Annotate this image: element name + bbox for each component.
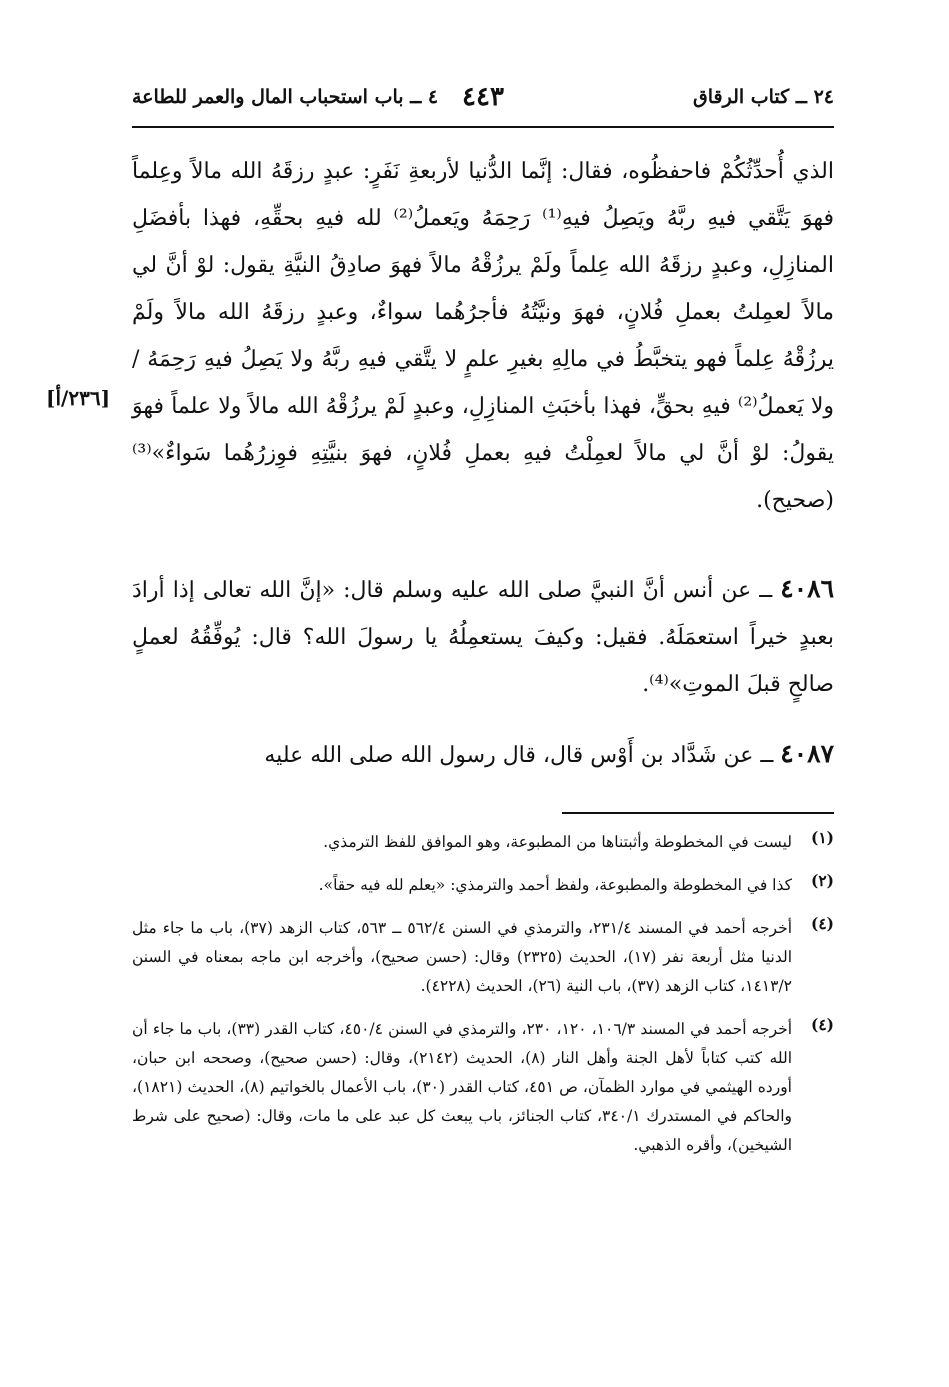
footnote-label: (٢) [810, 871, 834, 890]
footnote-text: ليست في المخطوطة وأثبتناها من المطبوعة، وهو الموافق للفظ الترمذي. [323, 833, 792, 851]
footnote-text: كذا في المخطوطة والمطبوعة، ولفظ أحمد والترمذي: «يعلم لله فيه حقاً». [318, 876, 792, 894]
running-header [132, 82, 834, 122]
hadith-text: ــ عن شَدَّاد بن أَوْس قال، قال رسول الله صلى الله عليه [264, 743, 774, 768]
hadith-number: ٤٠٨٧ [780, 739, 834, 768]
hadith-paragraph [132, 565, 834, 708]
footnote-label: (٤) [810, 914, 834, 933]
page-number: ٤٤٣ [462, 82, 504, 112]
section-title: ٤ ــ باب استحباب المال والعمر للطاعة [132, 86, 439, 108]
footnote-text: أخرجه أحمد في المسند ١٠٦/٣، ١٢٠، ٢٣٠، والترمذي في السنن ٤٥٠/٤، كتاب القدر (٣٣)، باب ما جاء أن الله كتب كتاباً لأهل الجنة وأهل النار (٨)، الحديث (٢١٤٢)، وقال: (حسن صحيح)، وصححه ابن حبان، أورده الهيثمي في موارد الظمآن، ص ٤٥١، كتاب القدر (٣٠)، باب الأعمال بالخواتيم (٨)، الحديث (١٨٢١)، والحاكم في المستدرك ٣٤٠/١، كتاب الجنائز، باب يبعث كل عبد على ما مات، وقال: (صحيح على شرط الشيخين)، وأقره الذهبي. [132, 1020, 793, 1154]
chapter-title: ٢٤ ــ كتاب الرقاق [692, 86, 834, 108]
hadith-text: ــ عن أنس أنَّ النبيَّ صلى الله عليه وسلم قال: «إنَّ الله تعالى إذا أرادَ بعبدٍ خيراً استعمَلَهُ. فقيل: وكيفَ يستعمِلُهُ يا رسولَ الله؟ قال: يُوفِّقُهُ لعملٍ صالحٍ قبلَ الموتِ»⁽⁴⁾. [132, 578, 834, 697]
footnote-label: (١) [810, 828, 834, 847]
footnotes [132, 828, 834, 1174]
footnote-separator [562, 812, 834, 814]
footnote [132, 1015, 834, 1160]
footnote [132, 828, 834, 857]
footnote [132, 914, 834, 1001]
hadith-number: ٤٠٨٦ [780, 574, 834, 603]
hadith-text: الذي أُحدِّثُكُمْ فاحفظُوه، فقال: إنَّما الدُّنيا لأربعةِ نَفَرٍ: عبدٍ رزقَهُ الله مالاً وعِلماً فهوَ يَتَّقي فيهِ ربَّهُ ويَصِلُ فيهِ⁽¹⁾ رَحِمَهُ ويَعملُ⁽²⁾ لله فيهِ بحقِّهِ، فهذا بأفضَلِ المنازِلِ، وعبدٍ رزقَهُ الله عِلماً ولَمْ يرزُقْهُ مالاً فهوَ صادِقُ النيَّةِ يقول: لوْ أنَّ لي مالاً لعمِلتُ بعملِ فُلانٍ، فهوَ ونيَّتُهُ فأجرُهُما سواءٌ، وعبدٍ رزقَهُ الله مالاً ولَمْ يرزُقْهُ عِلماً فهو يتخبَّطُ في مالِهِ بغيرِ علمٍ لا يتَّقي فيهِ ربَّهُ ولا يَصِلُ فيهِ رَحِمَهُ / ولا يَعملُ⁽²⁾ فيهِ بحقٍّ، فهذا بأخبَثِ المنازِلِ، وعبدٍ لَمْ يرزُقْهُ الله مالاً ولا علماً فهوَ يقولُ: لوْ أنَّ لي مالاً لعمِلْتُ فيهِ بعملِ فُلانٍ، فهوَ بنيَّتِهِ فوِزرُهُما سَواءٌ»⁽³⁾ (صحيح). [132, 159, 834, 513]
hadith-paragraph [132, 148, 834, 524]
manuscript-folio-ref: [٢٣٦/أ] [46, 386, 111, 410]
footnote-label: (٤) [810, 1015, 834, 1034]
hadith-paragraph [132, 730, 834, 779]
footnote [132, 871, 834, 900]
header-rule [132, 126, 834, 128]
footnote-text: أخرجه أحمد في المسند ٢٣١/٤، والترمذي في السنن ٥٦٢/٤ ــ ٥٦٣، كتاب الزهد (٣٧)، باب ما جاء مثل الدنيا مثل أربعة نفر (١٧)، الحديث (٢٣٢٥) وقال: (حسن صحيح)، وأخرجه ابن ماجه بمعناه في السنن ١٤١٣/٢، كتاب الزهد (٣٧)، باب النية (٢٦)، الحديث (٤٢٢٨). [132, 919, 793, 995]
